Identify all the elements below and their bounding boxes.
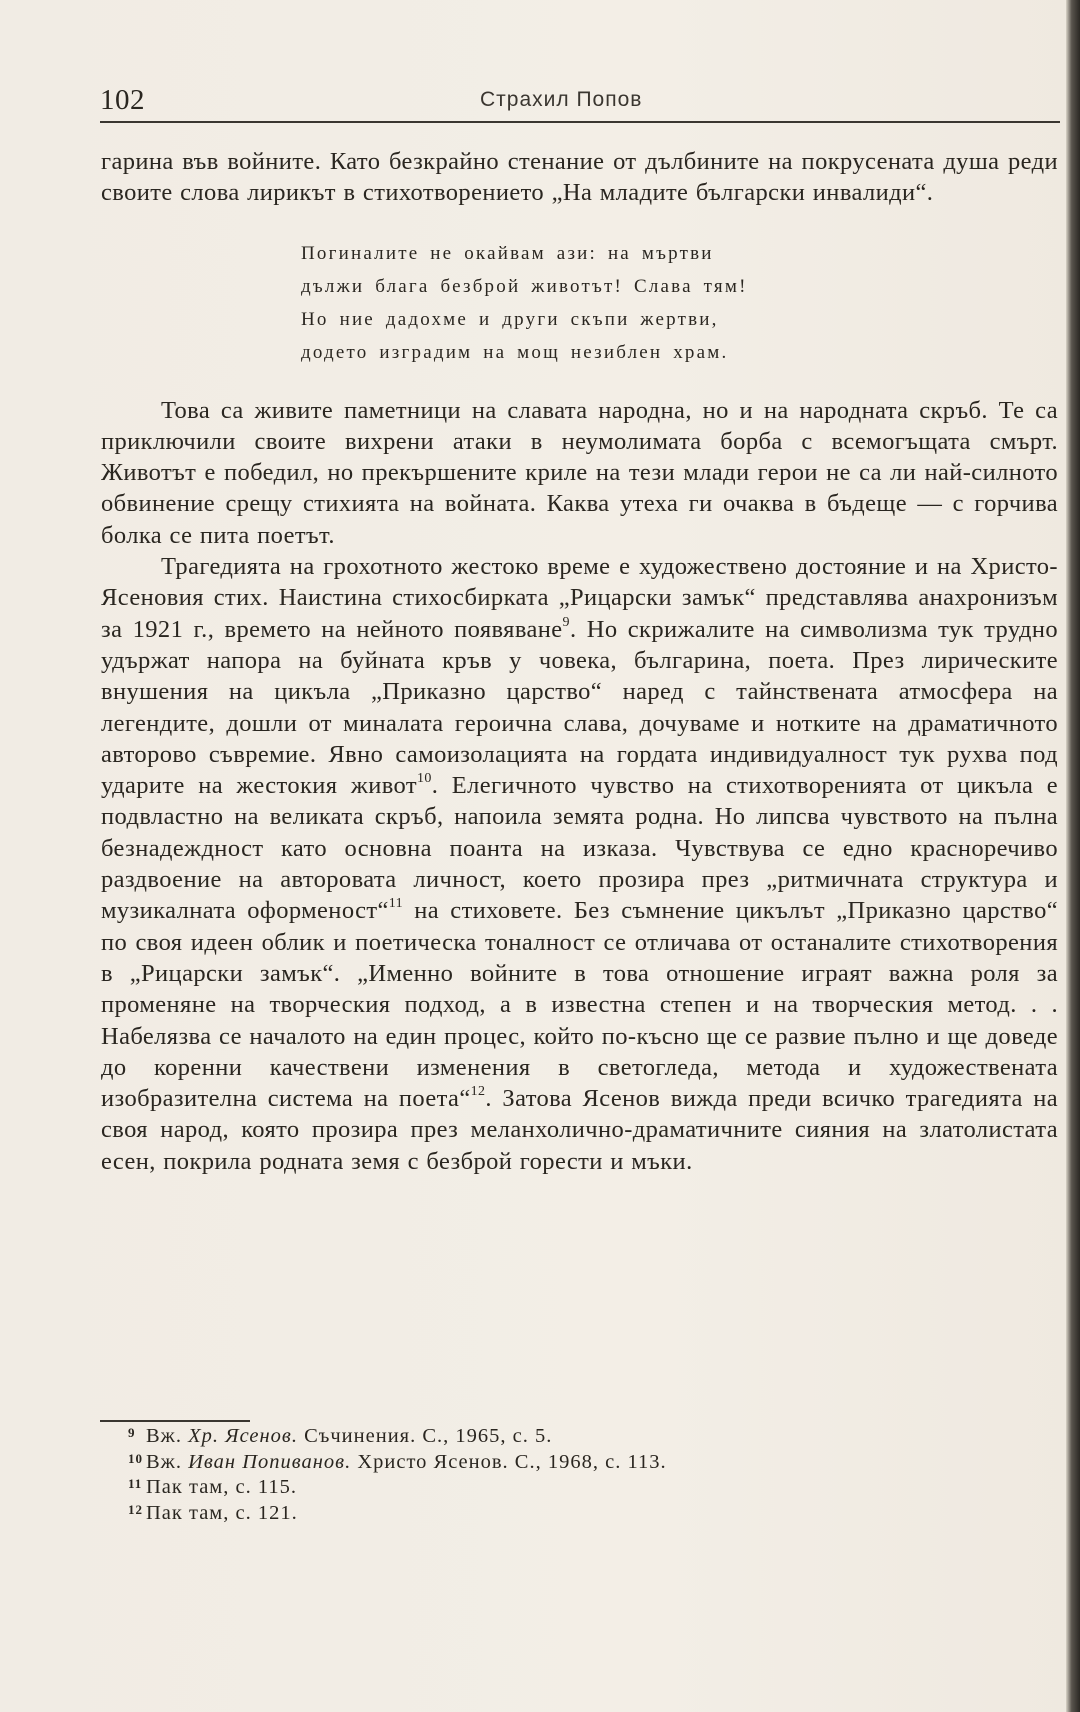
footnotes	[128, 1424, 946, 1526]
page-header	[100, 84, 1058, 124]
footnote-ref: 11	[388, 896, 404, 912]
poem-line: Погиналите не окайвам ази: на мъртви	[301, 242, 714, 264]
footnote-number: 12	[128, 1501, 143, 1517]
footnote-number: 9	[128, 1425, 136, 1440]
footnote	[128, 1424, 946, 1450]
footnote-source: Христо Ясенов. С., 1968, с. 113.	[351, 1450, 667, 1473]
footnote-number: 11	[128, 1476, 143, 1491]
poem-line: додето изградим на мощ незиблен храм.	[301, 341, 729, 363]
footnote-text: Вж.	[146, 1425, 189, 1447]
footnote-source: Съчинения. С., 1965, с. 5.	[297, 1425, 553, 1447]
footnote-text: Пак там, с. 121.	[146, 1501, 298, 1524]
footnote-author: Хр. Ясенов.	[188, 1425, 298, 1447]
main-text	[101, 146, 1058, 1177]
text-run: . Елегичното чувство на стихотворенията от цикъла е подвластно на великата скръб, напоила земята родна. Но липсва чувството на пълна безнадеждност като основна поанта на изказа. Чувствува се едно красноречиво раздвоение на авторовата личност, което прозира през „ритмичната структура и музикалната оформеност“	[101, 772, 1058, 925]
poem-quote	[301, 237, 1058, 369]
footnote-ref: 12	[470, 1083, 486, 1099]
footnote-text: Пак там, с. 115.	[146, 1476, 297, 1498]
footnote-author: Иван Попиванов.	[188, 1450, 352, 1473]
poem-line: дължи блага безброй животът! Слава тям!	[301, 275, 748, 297]
running-head: Страхил Попов	[480, 88, 643, 111]
footnote-rule	[100, 1420, 250, 1422]
paragraph-1: гарина във войните. Като безкрайно стенание от дълбините на покрусената душа реди своите слова лирикът в стихотворението „На младите български инвалиди“.	[101, 148, 1058, 207]
page-number: 102	[100, 84, 145, 116]
footnote-number: 10	[128, 1450, 143, 1466]
paragraph-2: Това са живите паметници на славата народна, но и на народната скръб. Те са приключили своите вихрени атаки в неумолимата борба с всемогъщата смърт. Животът е победил, но прекършените криле на тези млади герои не са ли най-силното обвинение срещу стихията на войната. Каква утеха ги очаква в бъдеще — с горчива болка се пита поетът.	[101, 396, 1058, 549]
text-run: . Затова Ясенов вижда преди всичко трагедията на своя народ, която прозира през меланхолично-драматичните сияния на златолистата есен, покрила родната земя с безброй горести и мъки.	[101, 1085, 1058, 1175]
text-run: . Но скрижалите на символизма тук трудно удържат напора на буйната кръв у човека, българина, поета. През лирическите внушения на цикъла „Приказно царство“ наред с тайнствената атмосфера на легендите, дошли от миналата героична слава, дочуваме и нотките на драматичното авторово съвремие. Явно самоизолацията на гордата индивидуалност тук рухва под ударите на жестокия живот	[101, 615, 1058, 800]
footnote-text: Вж.	[146, 1450, 189, 1473]
footnote	[128, 1501, 946, 1527]
header-rule	[100, 121, 1060, 123]
paragraph-3	[101, 551, 1058, 1177]
text-run: на стиховете. Без съмнение цикълът „Приказно царство“ по своя идеен облик и поетическа тоналност се отличава от останалите стихотворения в „Рицарски замък“. „Именно войните в това отношение играят важна роля за променяне на творческия подход, а в известна степен и на творческия метод. . . Набелязва се началото на един процес, който по-късно ще се развие пълно и ще доведе до коренни качествени изменения в светогледа, метода и художествената изобразителна система на поета“	[101, 897, 1058, 1113]
footnote	[128, 1450, 946, 1476]
footnote	[128, 1475, 946, 1501]
book-spine-edge	[1066, 0, 1080, 1712]
poem-line: Но ние дадохме и други скъпи жертви,	[301, 308, 719, 330]
text-run: Трагедията на грохотното жестоко време е художествено достояние и на Христо-Ясеновия стих. Наистина стихосбирката „Рицарски замък“ представлява анахронизъм за 1921 г., времето на нейното появяване	[101, 553, 1058, 643]
footnote-ref: 10	[416, 771, 432, 786]
footnote-ref: 9	[562, 614, 570, 630]
